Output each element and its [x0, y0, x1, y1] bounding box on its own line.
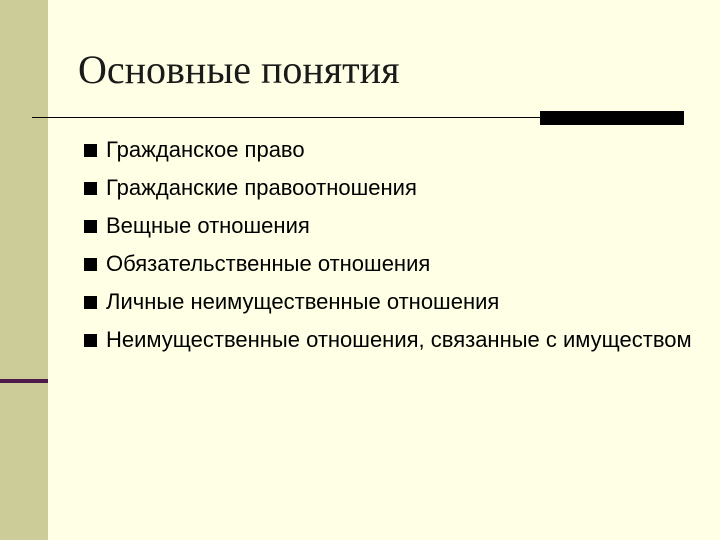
- list-item: [84, 211, 704, 241]
- slide-title: Основные понятия: [78, 47, 400, 92]
- bullet-text: Вещные отношения: [106, 213, 310, 238]
- bullet-text: Обязательственные отношения: [106, 251, 431, 276]
- square-bullet-icon: [84, 258, 97, 271]
- bullet-list: [84, 135, 704, 363]
- bullet-text: Гражданские правоотношения: [106, 175, 417, 200]
- title-underline-accent: [540, 111, 684, 125]
- list-item: [84, 287, 704, 317]
- bullet-text: Неимущественные отношения, связанные с имуществом: [106, 327, 692, 352]
- square-bullet-icon: [84, 296, 97, 309]
- list-item: [84, 135, 704, 165]
- square-bullet-icon: [84, 334, 97, 347]
- list-item: [84, 173, 704, 203]
- left-accent-rule: [0, 379, 48, 383]
- square-bullet-icon: [84, 182, 97, 195]
- bullet-text: Личные неимущественные отношения: [106, 289, 500, 314]
- square-bullet-icon: [84, 220, 97, 233]
- title-underline: [32, 117, 540, 118]
- square-bullet-icon: [84, 144, 97, 157]
- list-item: [84, 249, 704, 279]
- list-item: [84, 325, 704, 355]
- bullet-text: Гражданское право: [106, 137, 305, 162]
- left-decorative-band: [0, 0, 48, 540]
